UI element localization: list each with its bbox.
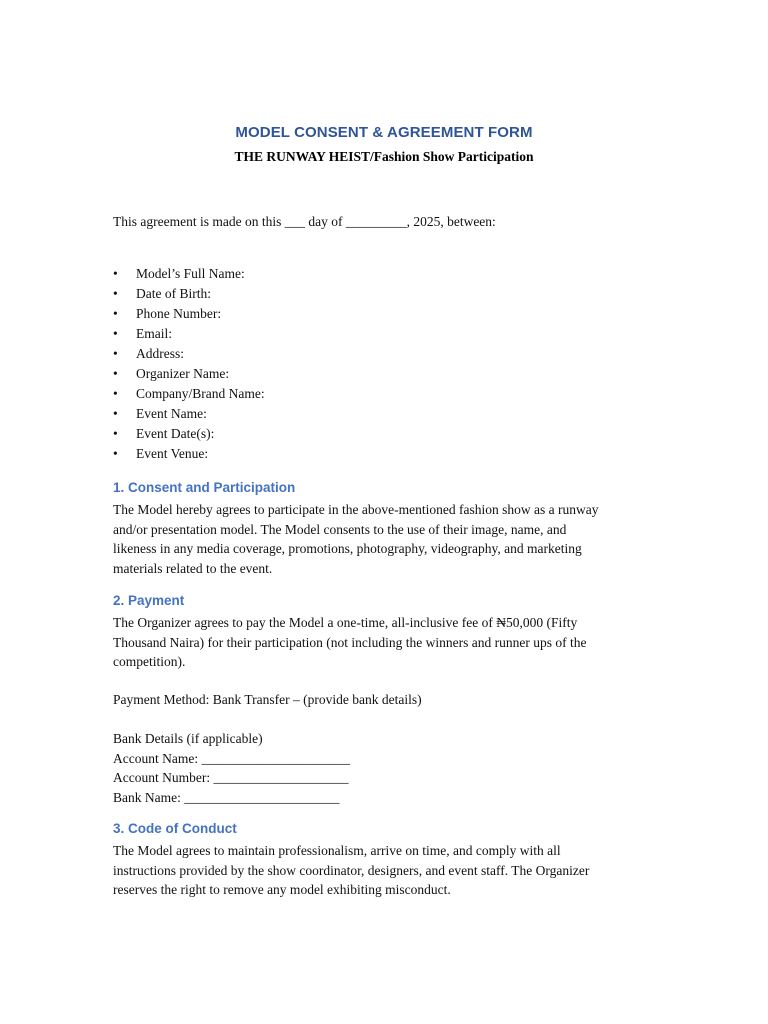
bank-name-field: Bank Name: _______________________	[113, 789, 340, 805]
payment-method-text: Payment Method: Bank Transfer – (provide bank details)	[113, 692, 422, 707]
paragraph-line: The Model agrees to maintain professionalism, arrive on time, and comply with all	[113, 843, 561, 858]
bullet-icon: •	[113, 326, 118, 341]
field-address	[113, 344, 265, 364]
paragraph-line: materials related to the event.	[113, 560, 273, 576]
section-body-code-of-conduct	[113, 841, 653, 900]
paragraph-line: instructions provided by the show coordinator, designers, and event staff. The Organizer	[113, 862, 590, 878]
field-event-dates	[113, 424, 265, 444]
document-subtitle: THE RUNWAY HEIST/Fashion Show Participation	[234, 149, 534, 164]
paragraph-line: The Organizer agrees to pay the Model a one-time, all-inclusive fee of ₦50,000 (Fifty	[113, 615, 578, 630]
field-model-full-name	[113, 264, 265, 284]
field-event-name	[113, 404, 265, 424]
party-details-list	[113, 264, 265, 464]
field-label: Organizer Name:	[136, 366, 230, 381]
field-label: Model’s Full Name:	[136, 266, 245, 281]
bullet-icon: •	[113, 306, 118, 321]
field-label: Event Venue:	[136, 446, 209, 461]
bullet-icon: •	[113, 386, 118, 401]
bullet-icon: •	[113, 346, 118, 361]
paragraph-line: likeness in any media coverage, promotions, photography, videography, and marketing	[113, 541, 582, 556]
section-body-payment	[113, 613, 653, 672]
account-number-field: Account Number: ____________________	[113, 770, 349, 785]
field-date-of-birth	[113, 284, 265, 304]
bullet-icon: •	[113, 406, 118, 421]
bank-details	[113, 729, 653, 807]
bullet-icon: •	[113, 366, 118, 381]
bullet-icon: •	[113, 446, 118, 461]
field-label: Event Name:	[136, 406, 207, 421]
field-organizer-name	[113, 364, 265, 384]
section-heading-code-of-conduct: 3. Code of Conduct	[113, 821, 237, 836]
field-email	[113, 324, 265, 344]
bullet-icon: •	[113, 286, 118, 301]
section-heading-payment: 2. Payment	[113, 593, 185, 608]
field-label: Event Date(s):	[136, 426, 215, 441]
paragraph-line: and/or presentation model. The Model consents to the use of their image, name, and	[113, 521, 567, 537]
field-event-venue	[113, 444, 265, 464]
field-label: Company/Brand Name:	[136, 386, 265, 401]
bank-details-heading: Bank Details (if applicable)	[113, 731, 263, 746]
section-heading-consent: 1. Consent and Participation	[113, 480, 296, 495]
bullet-icon: •	[113, 266, 118, 281]
field-phone-number	[113, 304, 265, 324]
field-label: Address:	[136, 346, 184, 361]
account-name-field: Account Name: ______________________	[113, 750, 350, 766]
field-label: Date of Birth:	[136, 286, 211, 301]
field-label: Phone Number:	[136, 306, 222, 321]
paragraph-line: Thousand Naira) for their participation (not including the winners and runner ups of the	[113, 634, 587, 650]
field-label: Email:	[136, 326, 172, 341]
bullet-icon: •	[113, 426, 118, 441]
paragraph-line: reserves the right to remove any model exhibiting misconduct.	[113, 882, 451, 897]
payment-method	[113, 690, 653, 710]
agreement-intro: This agreement is made on this ___ day of _________, 2025, between:	[113, 214, 496, 229]
document-title: MODEL CONSENT & AGREEMENT FORM	[235, 124, 533, 141]
paragraph-line: competition).	[113, 654, 186, 669]
section-body-consent	[113, 500, 653, 578]
field-company-brand-name	[113, 384, 265, 404]
paragraph-line: The Model hereby agrees to participate in the above-mentioned fashion show as a runway	[113, 502, 599, 517]
